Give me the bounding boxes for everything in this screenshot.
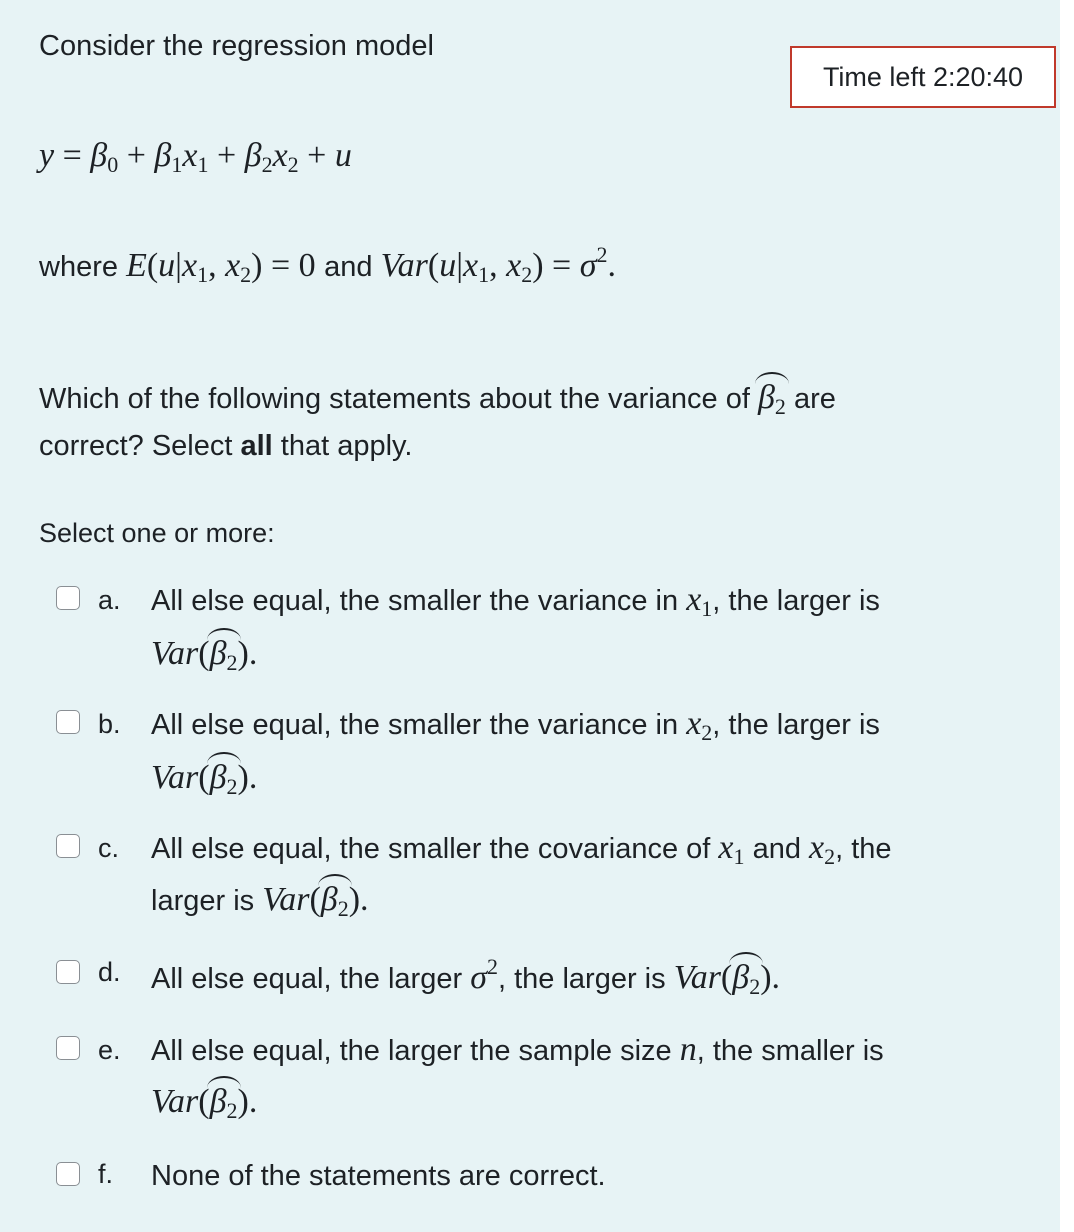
option-a-line2: $Var(\beta_2)$.	[151, 635, 258, 675]
option-letter-a: a.	[98, 585, 121, 615]
option-d-line1: All else equal, the larger $\sigma^2$, the larger is $Var(\beta_2)$.	[151, 954, 781, 999]
checkbox-option-f[interactable]	[56, 1162, 80, 1186]
option-c-line2: larger is $Var(\beta_2)$.	[151, 881, 369, 921]
checkbox-option-a[interactable]	[56, 586, 80, 610]
option-e-line1: All else equal, the larger the sample size n, the smaller is	[151, 1031, 884, 1068]
option-letter-f: f.	[98, 1159, 114, 1189]
select-prompt: Select one or more:	[39, 518, 275, 548]
question-text-line2: correct? Select all that apply.	[39, 430, 413, 462]
time-left-badge: Time left 2:20:40	[790, 46, 1056, 108]
option-b-line2: $Var(\beta_2)$.	[151, 759, 258, 799]
option-letter-b: b.	[98, 709, 121, 739]
checkbox-option-e[interactable]	[56, 1036, 80, 1060]
option-letter-d: d.	[98, 957, 121, 987]
question-intro: Consider the regression model	[39, 30, 434, 62]
question-text-line1: Which of the following statements about the variance of $\beta_2$ are	[39, 379, 836, 419]
assumptions-line: where $E(u|x_1$, $x_2) = 0$ and $Var(u|x_1$, $x_2) = \sigma^2$.	[39, 242, 616, 287]
option-letter-c: c.	[98, 833, 120, 863]
option-letter-e: e.	[98, 1035, 121, 1065]
option-e-line2: $Var(\beta_2)$.	[151, 1083, 258, 1123]
option-f-line1: None of the statements are correct.	[151, 1160, 606, 1192]
option-a-line1: All else equal, the smaller the variance in $x_1$, the larger is	[151, 581, 880, 621]
checkbox-option-d[interactable]	[56, 960, 80, 984]
checkbox-option-c[interactable]	[56, 834, 80, 858]
option-c-line1: All else equal, the smaller the covariance of $x_1$ and $x_2$, the	[151, 829, 892, 869]
checkbox-option-b[interactable]	[56, 710, 80, 734]
option-b-line1: All else equal, the smaller the variance in $x_2$, the larger is	[151, 705, 880, 745]
model-equation: $y = \beta_0 + \beta_1x_1 + \beta_2x_2 + u$	[39, 137, 352, 177]
